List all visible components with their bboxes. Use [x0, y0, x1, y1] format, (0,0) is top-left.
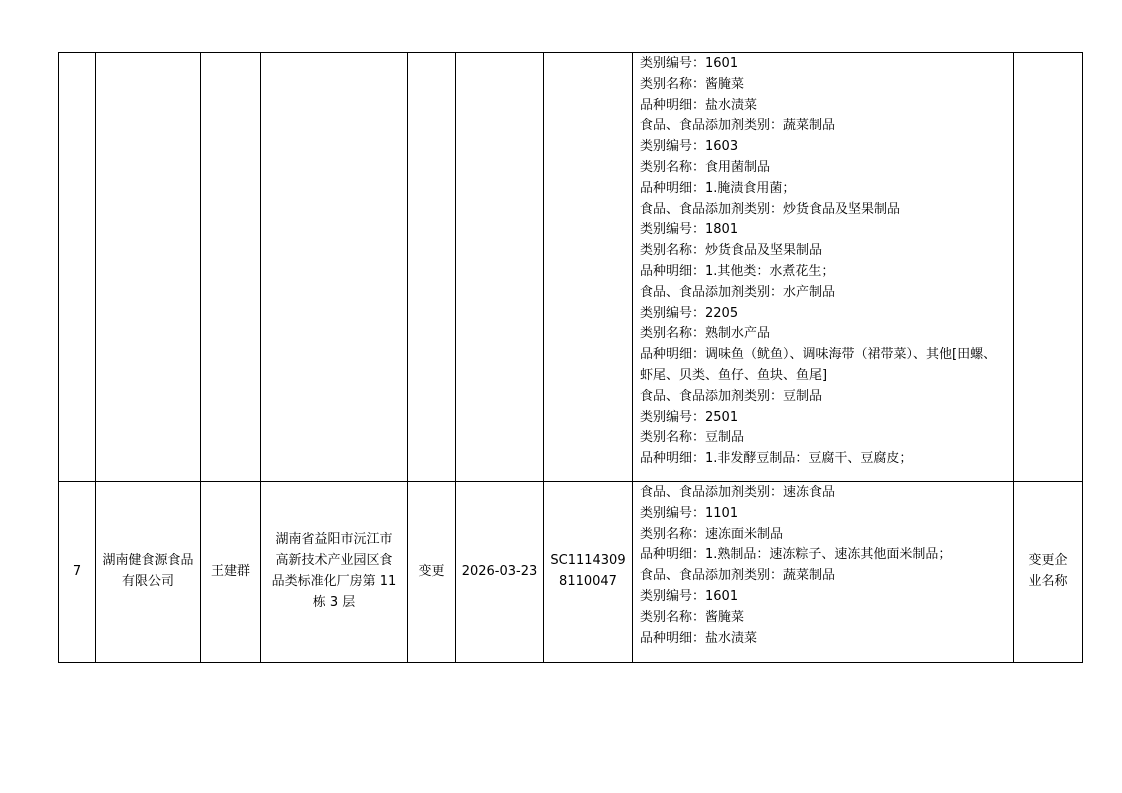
- item-line: 类别名称：酱腌菜: [640, 76, 745, 92]
- person-cell: [201, 53, 261, 482]
- table-row-7: [59, 482, 1083, 663]
- item-line: 类别编号：2501: [640, 409, 739, 425]
- item-line: 类别名称：炒货食品及坚果制品: [640, 243, 823, 259]
- items-cell: [633, 53, 1014, 482]
- license-cell: [544, 53, 633, 482]
- item-line: 类别编号：1601: [640, 56, 739, 71]
- items-cell: [633, 482, 1014, 663]
- item-line: 类别名称：速冻面米制品: [640, 526, 784, 542]
- item-line: 类别编号：1801: [640, 222, 739, 238]
- item-line: 食品、食品添加剂类别：炒货食品及坚果制品: [640, 201, 901, 217]
- item-line: 品种明细：盐水渍菜: [640, 97, 758, 113]
- index-cell: 7: [59, 482, 96, 663]
- item-line: 食品、食品添加剂类别：蔬菜制品: [640, 118, 836, 134]
- index-cell: [59, 53, 96, 482]
- person-cell: 王建群: [201, 482, 261, 663]
- table-row-continued: [59, 53, 1083, 482]
- item-line: 品种明细：盐水渍菜: [640, 630, 758, 646]
- license-cell: SC11143098110047: [544, 482, 633, 663]
- item-line: 品种明细：1.熟制品：速冻粽子、速冻其他面米制品；: [640, 547, 952, 563]
- address-cell: [261, 53, 408, 482]
- item-line: 类别编号：1601: [640, 588, 739, 604]
- item-line: 食品、食品添加剂类别：水产制品: [640, 284, 836, 300]
- item-line: 类别名称：熟制水产品: [640, 326, 771, 342]
- item-line: 类别名称：豆制品: [640, 430, 745, 446]
- date-cell: 2026-03-23: [456, 482, 544, 663]
- type-cell: 变更: [408, 482, 456, 663]
- date-cell: [456, 53, 544, 482]
- company-cell: [96, 53, 201, 482]
- item-line: 类别名称：酱腌菜: [640, 609, 745, 625]
- remark-cell: [1014, 53, 1083, 482]
- item-line: 类别名称：食用菌制品: [640, 159, 771, 175]
- item-line: 品种明细：1.非发酵豆制品：豆腐干、豆腐皮；: [640, 451, 913, 467]
- item-line: 食品、食品添加剂类别：蔬菜制品: [640, 568, 836, 584]
- remark-cell: 变更企业名称: [1014, 482, 1083, 663]
- item-line: 品种明细：调味鱼（鱿鱼）、调味海带（裙带菜）、其他[田螺、虾尾、贝类、鱼仔、鱼块、鱼尾]: [640, 347, 997, 383]
- item-line: 食品、食品添加剂类别：豆制品: [640, 388, 823, 404]
- item-line: 类别编号：2205: [640, 305, 739, 321]
- license-table: [58, 52, 1083, 663]
- type-cell: [408, 53, 456, 482]
- item-line: 类别编号：1603: [640, 139, 739, 155]
- item-line: 类别编号：1101: [640, 505, 739, 521]
- item-line: 品种明细：1.腌渍食用菌；: [640, 180, 796, 196]
- item-line: 品种明细：1.其他类：水煮花生；: [640, 263, 835, 279]
- company-cell: 湖南健食源食品有限公司: [96, 482, 201, 663]
- address-cell: 湖南省益阳市沅江市高新技术产业园区食品类标准化厂房第 11 栋 3 层: [261, 482, 408, 663]
- item-line: 食品、食品添加剂类别：速冻食品: [640, 485, 836, 500]
